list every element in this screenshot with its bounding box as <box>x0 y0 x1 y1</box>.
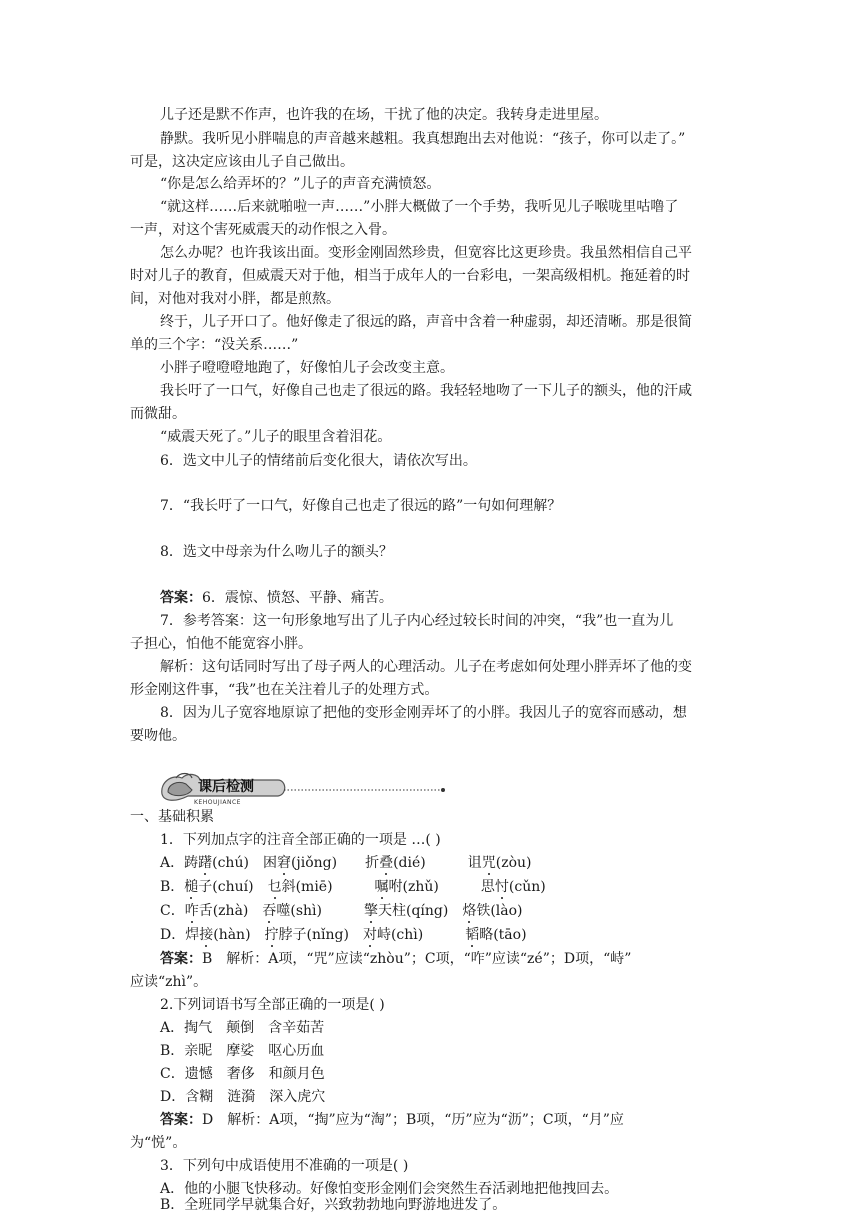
answer-7-analysis: 解析：这句话同时写出了母子两人的心理活动。儿子在考虑如何处理小胖弄坏了他的变 <box>160 659 692 675</box>
answer-label: 答案： <box>160 1112 202 1128</box>
answer-text: 6．震惊、愤怒、平静、痛苦。 <box>202 590 393 606</box>
dotted-char: 窘 <box>276 855 291 871</box>
dotted-char: 叠 <box>379 855 394 871</box>
dotted-char: 乜 <box>267 879 282 895</box>
q2-option-b: B．亲昵 摩娑 呕心历血 <box>160 1043 325 1059</box>
banner-title: 课后检测 <box>198 779 254 795</box>
dotted-char: 咋 <box>184 903 199 919</box>
dotted-char: 躇 <box>198 855 213 871</box>
q2-stem: 2.下列词语书写全部正确的一项是( ) <box>160 997 385 1013</box>
q1-option-b: B．槌子(chuí) 乜斜(miē) 嘱咐(zhǔ) 思忖(cǔn) <box>160 879 546 895</box>
passage-line: “就这样……后来就啪啦一声……”小胖大概做了一个手势，我听见儿子喉咙里咕噜了 <box>160 199 679 215</box>
q2-option-c: C．遗憾 奢侈 和颜月色 <box>160 1066 325 1082</box>
passage-line: “威震天死了。”儿子的眼里含着泪花。 <box>160 429 392 445</box>
answer-label: 答案： <box>160 590 202 606</box>
q2-answer-cont: 为“悦”。 <box>130 1135 187 1151</box>
section-banner <box>158 768 448 808</box>
q3-option-b: B．全班同学早就集合好，兴致勃勃地向野游地进发了。 <box>160 1197 507 1213</box>
passage-line: 静默。我听见小胖喘息的声音越来越粗。我真想跑出去对他说：“孩子，你可以走了。” <box>160 131 686 147</box>
answer-7-analysis: 形金刚这件事，“我”也在关注着儿子的处理方式。 <box>130 682 439 698</box>
q3-stem: 3．下列句中成语使用不准确的一项是( ) <box>160 1158 409 1174</box>
dotted-char: 擎 <box>364 903 378 919</box>
answer-7-line: 7．参考答案：这一句形象地写出了儿子内心经过较长时间的冲突，“我”也一直为儿 <box>160 613 674 629</box>
passage-line: “你是怎么给弄坏的？”儿子的声音充满愤怒。 <box>160 176 441 192</box>
answer-7-line: 子担心，怕他不能宽容小胖。 <box>130 636 312 652</box>
passage-line: 儿子还是默不作声，也许我的在场，干扰了他的决定。我转身走进里屋。 <box>160 107 608 123</box>
dotted-char: 嘱 <box>374 879 389 895</box>
passage-line: 而微甜。 <box>130 406 186 422</box>
q1-option-d: D．焊接(hàn) 拧脖子(nǐng) 对峙(chì) 韬略(tāo) <box>160 927 527 943</box>
q1-option-a: A．踌躇(chú) 困窘(jiǒng) 折叠(dié) 诅咒(zòu) <box>160 855 532 871</box>
answer-text: D 解析：A项，“掏”应为“淘”；B项，“历”应为“沥”；C项，“月”应 <box>202 1112 624 1128</box>
banner-graphic <box>158 768 448 808</box>
dotted-char: 忖 <box>494 879 509 895</box>
dotted-char: 烙 <box>462 903 477 919</box>
dotted-char: 对 <box>362 927 377 943</box>
passage-line: 小胖子噔噔噔地跑了，好像怕儿子会改变主意。 <box>160 360 454 376</box>
dotted-char: 拧 <box>264 927 279 943</box>
answer-8-line: 8．因为儿子宽容地原谅了把他的变形金刚弄坏了的小胖。我因儿子的宽容而感动，想 <box>160 705 687 721</box>
passage-line: 间，对他对我对小胖，都是煎熬。 <box>130 291 340 307</box>
question-8: 8．选文中母亲为什么吻儿子的额头？ <box>160 544 393 560</box>
section-heading: 一、基础积累 <box>130 809 214 825</box>
dotted-char: 韬 <box>465 927 480 943</box>
q1-answer <box>160 950 760 968</box>
passage-line: 我长吁了一口气，好像自己也走了很远的路。我轻轻地吻了一下儿子的额头，他的汗咸 <box>160 383 692 399</box>
q2-option-a: A．掏气 颠倒 含辛茹苦 <box>160 1020 325 1036</box>
q1-answer-cont: 应读“zhì”。 <box>130 974 208 990</box>
question-7: 7．“我长吁了一口气，好像自己也走了很远的路”一句如何理解？ <box>160 498 562 514</box>
q2-option-d: D．含糊 涟漪 深入虎穴 <box>160 1089 326 1105</box>
passage-line: 单的三个字：“没关系……” <box>130 337 299 353</box>
dotted-char: 槌 <box>184 879 199 895</box>
passage-line: 时对儿子的教育，但威震天对于他，相当于成年人的一台彩电，一架高级相机。拖延着的时 <box>130 268 690 284</box>
passage-line: 一声，对这个害死威震天的动作恨之入骨。 <box>130 222 396 238</box>
q2-answer <box>160 1111 760 1129</box>
passage-line: 可是，这决定应该由儿子自己做出。 <box>130 154 354 170</box>
banner-pinyin: KEHOUJIANCE <box>194 799 241 806</box>
answer-text: B 解析：A项，“咒”应读“zhòu”；C项，“咋”应读“zé”；D项，“峙” <box>202 951 632 967</box>
question-6: 6．选文中儿子的情绪前后变化很大，请依次写出。 <box>160 453 477 469</box>
answer-8-line: 要吻他。 <box>130 728 186 744</box>
q1-stem: 1．下列加点字的注音全部正确的一项是 …( ) <box>160 832 441 848</box>
dotted-char: 接 <box>199 927 214 943</box>
answer-label: 答案： <box>160 951 202 967</box>
q1-option-c: C．咋舌(zhà) 吞噬(shì) 擎天柱(qíng) 烙铁(lào) <box>160 903 523 919</box>
answer-6 <box>160 589 760 607</box>
q3-option-a: A．他的小腿飞快移动。好像怕变形金刚们会突然生吞活剥地把他拽回去。 <box>160 1181 619 1197</box>
dotted-char: 吞 <box>262 903 277 919</box>
passage-line: 终于，儿子开口了。他好像走了很远的路，声音中含着一种虚弱，却还清晰。那是很简 <box>160 314 692 330</box>
passage-line: 怎么办呢？也许我该出面。变形金刚固然珍贵，但宽容比这更珍贵。我虽然相信自己平 <box>160 245 692 261</box>
dotted-char: 咒 <box>481 855 496 871</box>
